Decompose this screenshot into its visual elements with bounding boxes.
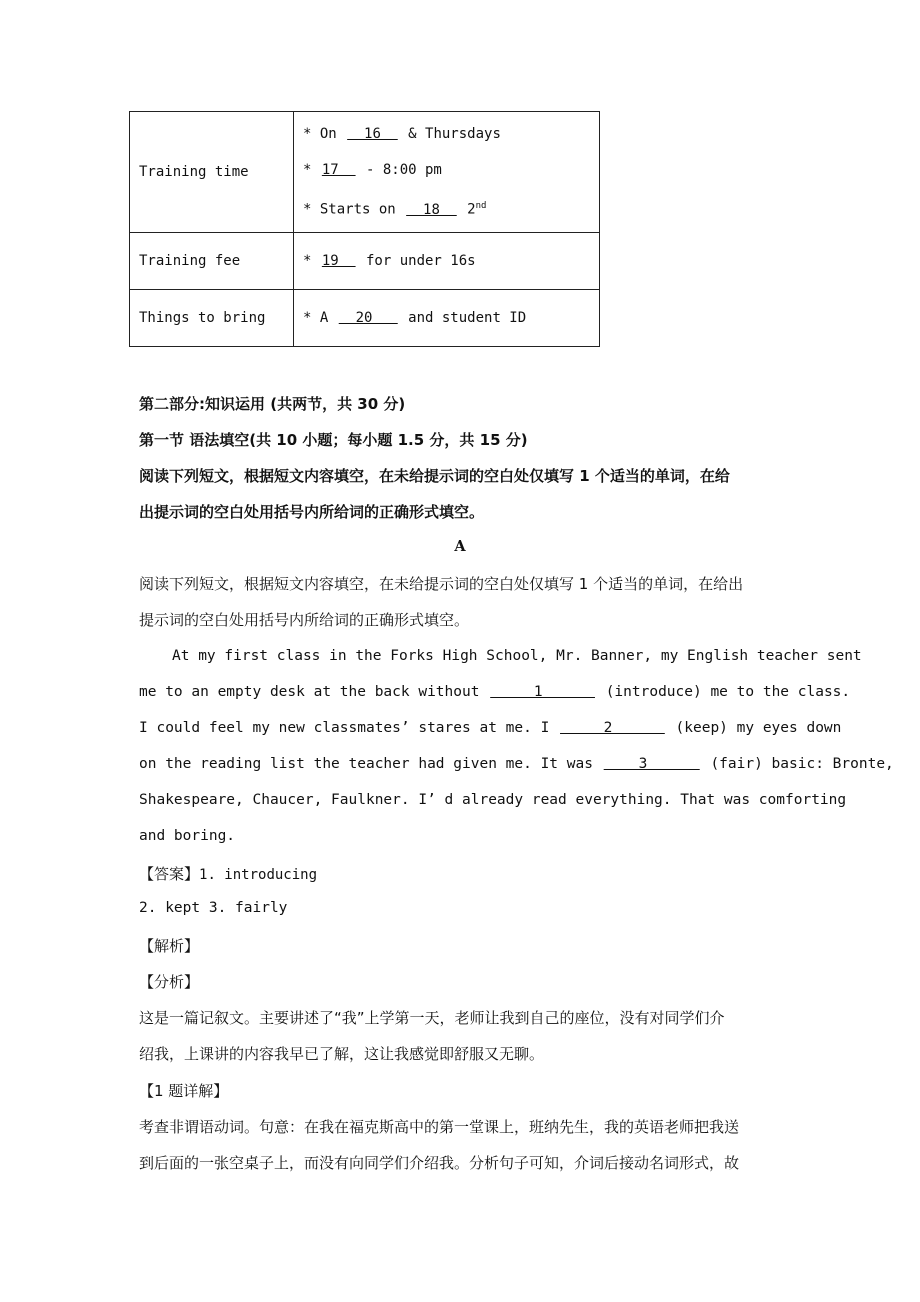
answer-tag: 【答案】 xyxy=(139,865,200,883)
question-1-tag: 【1 题详解】 xyxy=(139,1082,229,1100)
text: I could feel my new classmates’ stares at me. I xyxy=(139,720,559,736)
answer-line-1 xyxy=(139,863,317,884)
row-content xyxy=(294,233,600,290)
row-content xyxy=(294,290,600,347)
passage-line-2 xyxy=(139,684,851,700)
list-item xyxy=(303,152,590,188)
list-item xyxy=(303,300,590,336)
text: (fair) basic: Bronte, xyxy=(701,756,894,772)
superscript: nd xyxy=(475,201,487,212)
passage-line-5: Shakespeare, Chaucer, Faulkner. I’ d already read everything. That was comforting xyxy=(139,792,847,808)
question-1-text-line-2: 到后面的一张空桌子上，而没有向同学们介绍我。分析句子可知，介词后接动名词形式，故 xyxy=(139,1154,740,1172)
row-label: Things to bring xyxy=(130,290,294,347)
passage-line-1: At my first class in the Forks High School, Mr. Banner, my English teacher sent xyxy=(172,648,862,664)
text: 2 xyxy=(458,201,476,218)
analysis-text-line-1: 这是一篇记叙文。主要讲述了“我”上学第一天，老师让我到自己的座位，没有对同学们介 xyxy=(139,1009,725,1027)
table-row xyxy=(130,112,600,233)
list-item xyxy=(303,188,590,228)
explain-tag: 【解析】 xyxy=(139,937,200,955)
text: me to an empty desk at the back without xyxy=(139,684,489,700)
instruction-bold-line-2: 出提示词的空白处用括号内所给词的正确形式填空。 xyxy=(139,503,485,521)
text: * xyxy=(303,253,320,269)
text: for under 16s xyxy=(357,253,476,269)
answer-text: 1. introducing xyxy=(199,867,318,883)
table-row xyxy=(130,290,600,347)
answer-blank-16: 16 xyxy=(347,126,398,143)
answer-blank-19: 19 xyxy=(321,253,356,269)
question-1-text-line-1: 考查非谓语动词。句意：在我在福克斯高中的第一堂课上，班纳先生，我的英语老师把我送 xyxy=(139,1118,740,1136)
passage-letter: A xyxy=(454,538,466,555)
row-label: Training fee xyxy=(130,233,294,290)
text: * A xyxy=(303,310,337,326)
answer-blank-20: 20 xyxy=(338,310,398,326)
passage-line-3 xyxy=(139,720,842,736)
section-title: 第一节 语法填空(共 10 小题；每小题 1.5 分，共 15 分) xyxy=(139,431,528,449)
text: (keep) my eyes down xyxy=(666,720,842,736)
row-label: Training time xyxy=(130,112,294,233)
text: - 8:00 pm xyxy=(357,162,442,179)
text: * Starts on xyxy=(303,201,405,218)
answer-blank-17: 17 xyxy=(321,162,356,179)
passage-line-6: and boring. xyxy=(139,828,236,844)
text: * xyxy=(303,162,320,179)
part-title: 第二部分:知识运用 (共两节，共 30 分) xyxy=(139,395,406,413)
list-item xyxy=(303,116,590,152)
instruction-bold-line-1: 阅读下列短文，根据短文内容填空，在未给提示词的空白处仅填写 1 个适当的单词，在给 xyxy=(139,467,730,485)
training-info-table xyxy=(129,111,600,347)
answer-blank-1: 1 xyxy=(490,684,595,700)
answer-blank-3: 3 xyxy=(603,756,700,772)
answer-line-2: 2. kept 3. fairly xyxy=(139,900,288,916)
instruction-line-2: 提示词的空白处用括号内所给词的正确形式填空。 xyxy=(139,611,470,629)
row-content xyxy=(294,112,600,233)
instruction-line-1: 阅读下列短文，根据短文内容填空，在未给提示词的空白处仅填写 1 个适当的单词，在给出 xyxy=(139,575,744,593)
text: * On xyxy=(303,126,346,143)
text: (introduce) me to the class. xyxy=(596,684,851,700)
analysis-tag: 【分析】 xyxy=(139,973,200,991)
text: on the reading list the teacher had given me. It was xyxy=(139,756,602,772)
answer-blank-2: 2 xyxy=(560,720,665,736)
answer-blank-18: 18 xyxy=(406,201,457,218)
text: and student ID xyxy=(399,310,527,326)
passage-line-4 xyxy=(139,756,894,772)
list-item xyxy=(303,243,590,279)
text: & Thursdays xyxy=(399,126,501,143)
analysis-text-line-2: 绍我，上课讲的内容我早已了解，这让我感觉即舒服又无聊。 xyxy=(139,1045,545,1063)
table-row xyxy=(130,233,600,290)
